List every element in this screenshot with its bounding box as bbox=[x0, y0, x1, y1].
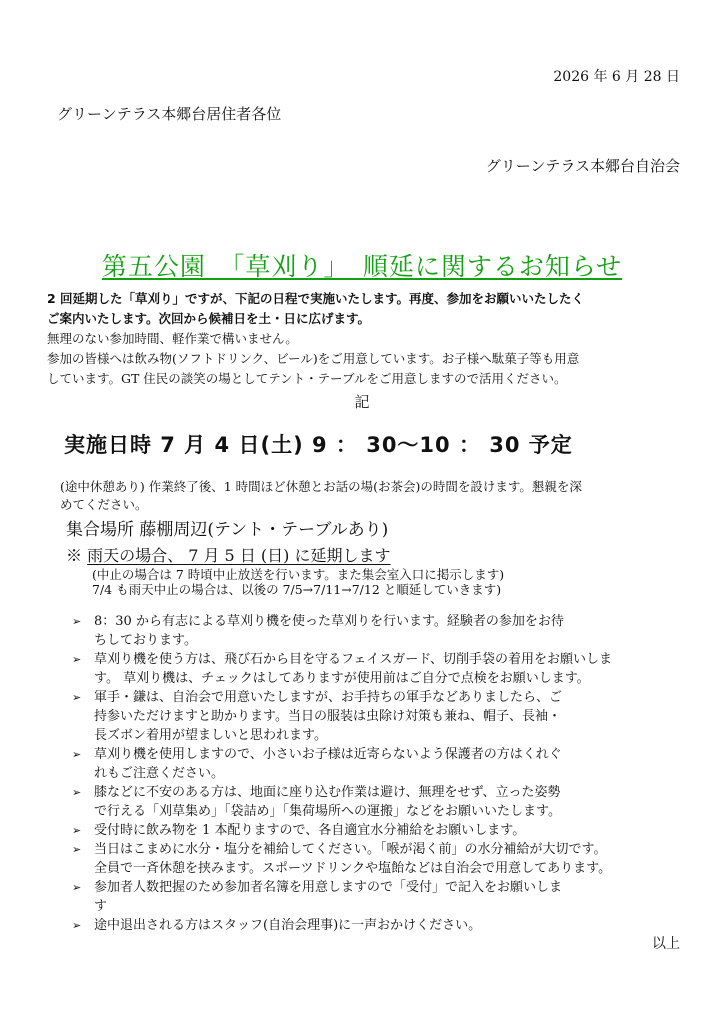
event-datetime: 実施日時 7 月 4 日(土) 9 ： 30～10 ： 30 予定 bbox=[64, 433, 573, 457]
rain-detail-line-2: 7/4 も雨天中止の場合は、以後の 7/5→7/11→7/12 と順延していきます) bbox=[92, 582, 502, 597]
list-item-line: す。 草刈り機は、チェックはしてありますが使用前はご自分で点検をお願いします。 bbox=[94, 671, 590, 686]
intro-bold-line-2: ご案内いたします。次回から候補日を土・日に広げます。 bbox=[47, 311, 371, 326]
arrow-bullet-icon: ➢ bbox=[72, 786, 82, 799]
break-note bbox=[60, 478, 688, 514]
rain-text: 雨天の場合、 7 月 5 日 (日) に延期します bbox=[87, 546, 391, 565]
intro-paragraph bbox=[47, 289, 687, 389]
meeting-place: 集合場所 藤棚周辺(テント・テーブルあり) bbox=[66, 520, 389, 540]
sender: グリーンテラス本郷台自治会 bbox=[485, 157, 680, 175]
document-date: 2026 年 6 月 28 日 bbox=[553, 69, 680, 85]
list-item bbox=[72, 612, 692, 650]
notice-title: 第五公園 「草刈り」 順延に関するお知らせ bbox=[101, 252, 623, 281]
list-item-line: 全員で一斉休憩を挟みます。スポーツドリンクや塩飴などは自治会で用意してあります。 bbox=[94, 861, 612, 876]
list-item-line: ちしております。 bbox=[94, 633, 197, 648]
list-item bbox=[72, 840, 692, 878]
list-item-line: す bbox=[94, 899, 108, 914]
intro-line-3: 無理のない参加時間、軽作業で構いません。 bbox=[47, 331, 298, 346]
rain-mark: ※ bbox=[66, 546, 83, 565]
intro-bold-line-1: 2 回延期した「草刈り」ですが、下記の日程で実施いたします。再度、参加をお願いいたしたく bbox=[47, 291, 585, 306]
list-item bbox=[72, 916, 692, 935]
list-item-line: 軍手・鎌は、自治会で用意いたしますが、お手持ちの軍手などありましたら、ご bbox=[94, 690, 563, 705]
list-item-line: れもご注意ください。 bbox=[94, 766, 225, 781]
arrow-bullet-icon: ➢ bbox=[72, 824, 82, 837]
list-item bbox=[72, 878, 692, 916]
list-item-line: 長ズボン着用が望ましいと思われます。 bbox=[94, 728, 327, 743]
list-item-line: 途中退出される方はスタッフ(自治会理事)に一声おかけください。 bbox=[94, 918, 482, 933]
list-item-line: 参加者人数把握のため参加者名簿を用意しますので「受付」で記入をお願いしま bbox=[94, 880, 563, 895]
list-item-line: 膝などに不安のある方は、地面に座り込む作業は避け、無理をせず、立った姿勢 bbox=[94, 785, 561, 800]
list-item-line: で行える「刈草集め」「袋詰め」「集荷場所への運搬」などをお願いいたします。 bbox=[94, 804, 561, 819]
arrow-bullet-icon: ➢ bbox=[72, 748, 82, 761]
rain-notice bbox=[66, 543, 390, 566]
arrow-bullet-icon: ➢ bbox=[72, 919, 82, 932]
list-item bbox=[72, 745, 692, 783]
rain-detail-line-1: (中止の場合は 7 時頃中止放送を行います。また集会室入口に掲示します) bbox=[92, 567, 505, 582]
intro-line-5: しています。GT 住民の談笑の場としてテント・テーブルをご用意しますので活用ください。 bbox=[47, 371, 567, 386]
arrow-bullet-icon: ➢ bbox=[72, 881, 82, 894]
list-item-line: 当日はこまめに水分・塩分を補給してください。「喉が渇く前」の水分補給が大切です。 bbox=[94, 842, 607, 857]
closing-mark: 以上 bbox=[652, 936, 680, 952]
break-note-line-2: めてください。 bbox=[60, 497, 148, 512]
ki-heading: 記 bbox=[354, 393, 370, 411]
list-item-line: 草刈り機を使用しますので、小さいお子様は近寄らないよう保護者の方はくれぐ bbox=[94, 747, 562, 762]
arrow-bullet-icon: ➢ bbox=[72, 615, 82, 628]
list-item bbox=[72, 821, 692, 840]
arrow-bullet-icon: ➢ bbox=[72, 843, 82, 856]
list-item bbox=[72, 688, 692, 745]
intro-line-4: 参加の皆様へは飲み物(ソフトドリンク、ビール)をご用意しています。お子様へ駄菓子等も用意 bbox=[47, 351, 580, 366]
list-item bbox=[72, 650, 692, 688]
list-item-line: 持参いただけますと助かります。当日の服装は虫除け対策も兼ね、帽子、長袖・ bbox=[94, 709, 561, 724]
rain-detail bbox=[92, 567, 504, 597]
arrow-bullet-icon: ➢ bbox=[72, 653, 82, 666]
break-note-line-1: (途中休憩あり) 作業終了後、1 時間ほど休憩とお話の場(お茶会)の時間を設けます。懇親を深 bbox=[60, 479, 582, 494]
list-item-line: 受付時に飲み物を 1 本配りますので、各自適宜水分補給をお願いします。 bbox=[94, 823, 526, 838]
notes-list bbox=[72, 612, 692, 935]
arrow-bullet-icon: ➢ bbox=[72, 691, 82, 704]
list-item-line: 8：30 から有志による草刈り機を使った草刈りを行います。経験者の参加をお待 bbox=[94, 614, 564, 629]
list-item-line: 草刈り機を使う方は、飛び石から目を守るフェイスガード、切削手袋の着用をお願いしま bbox=[94, 652, 613, 667]
list-item bbox=[72, 783, 692, 821]
addressee: グリーンテラス本郷台居住者各位 bbox=[57, 105, 282, 123]
